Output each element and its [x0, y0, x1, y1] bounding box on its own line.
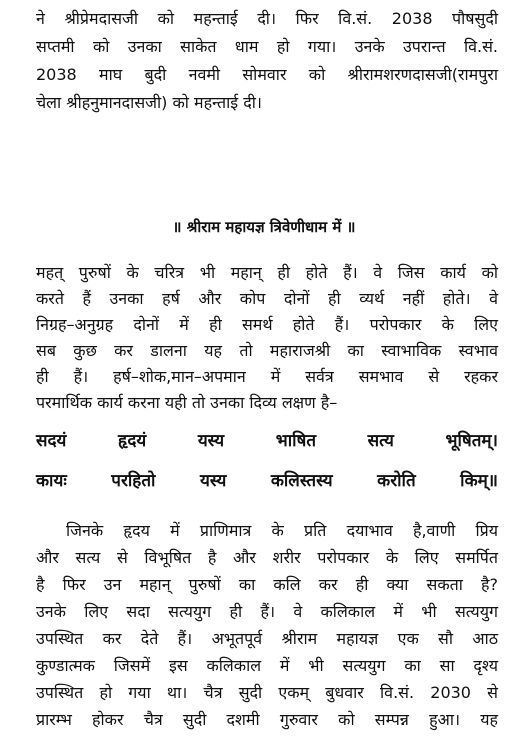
para2-line-6: परमार्थिक कार्य करना यही तो उनका दिव्य लक्षण है– [36, 393, 338, 412]
para3-line-4: उनके लिए सदा सत्ययुग ही हैं। वे कलिकाल में भी सत्ययुग [36, 602, 498, 621]
para1-line-4: चेला श्रीहनुमानदासजी) को महन्ताई दी। [36, 93, 262, 112]
para1-line-1: ने श्रीप्रेमदासजी को महन्ताई दी। फिर वि.सं. 2038 पौषसुदी [36, 9, 498, 28]
para1-line-2: सप्तमी को उनका साकेत धाम हो गया। उनके उपरान्त वि.सं. [36, 37, 498, 56]
para2-line-3: निग्रह–अनुग्रह दोनों में ही समर्थ होते हैं। परोपकार के लिए [36, 315, 498, 334]
para3-line-7: उपस्थित हो गया था। चैत्र सुदी एकम् बुधवार वि.सं. 2030 से [36, 683, 498, 702]
para3-line-5: उपस्थित कर देते हैं। अभूतपूर्व श्रीराम महायज्ञ एक सौ आठ [36, 629, 498, 648]
para2-line-2: करते हैं उनका हर्ष और कोप दोनों ही व्यर्थ नहीं होते। वे [36, 289, 498, 308]
para2-line-1: महत् पुरुषों के चरित्र भी महान् ही होते हैं। वे जिस कार्य को [36, 263, 498, 282]
para2-line-4: सब कुछ कर डालना यह तो महाराजश्री का स्वाभाविक स्वभाव [36, 341, 498, 360]
verse-line-2: कायः परहितो यस्य कलिस्तस्य करोति किम्॥ [36, 471, 498, 491]
para3-line-1: जिनके हृदय में प्राणिमात्र के प्रति दयाभाव है,वाणी प्रिय [66, 521, 498, 540]
para1-line-3: 2038 माघ बुदी नवमी सोमवार को श्रीरामशरणदासजी(रामपुरा [36, 65, 498, 84]
para3-line-6: कुण्डात्मक जिसमें इस कलिकाल में भी सत्ययुग का सा दृश्य [36, 656, 498, 675]
para2-line-5: ही हैं। हर्ष–शोक,मान–अपमान में सर्वत्र समभाव से रहकर [36, 367, 498, 386]
para3-line-3: है फिर उन महान् पुरुषों का कलि कर ही क्या सकता है? [36, 575, 498, 594]
section-heading: ॥ श्रीराम महायज्ञ त्रिवेणीधाम में ॥ [172, 218, 356, 236]
para3-line-2: और सत्य से विभूषित है और शरीर परोपकार के लिए समर्पित [36, 548, 498, 567]
para3-line-8: प्रारम्भ होकर चैत्र सुदी दशमी गुरुवार को सम्पन्न हुआ। यह [36, 710, 498, 729]
verse-line-1: सदयं हृदयं यस्य भाषित सत्य भूषितम्। [36, 431, 498, 451]
